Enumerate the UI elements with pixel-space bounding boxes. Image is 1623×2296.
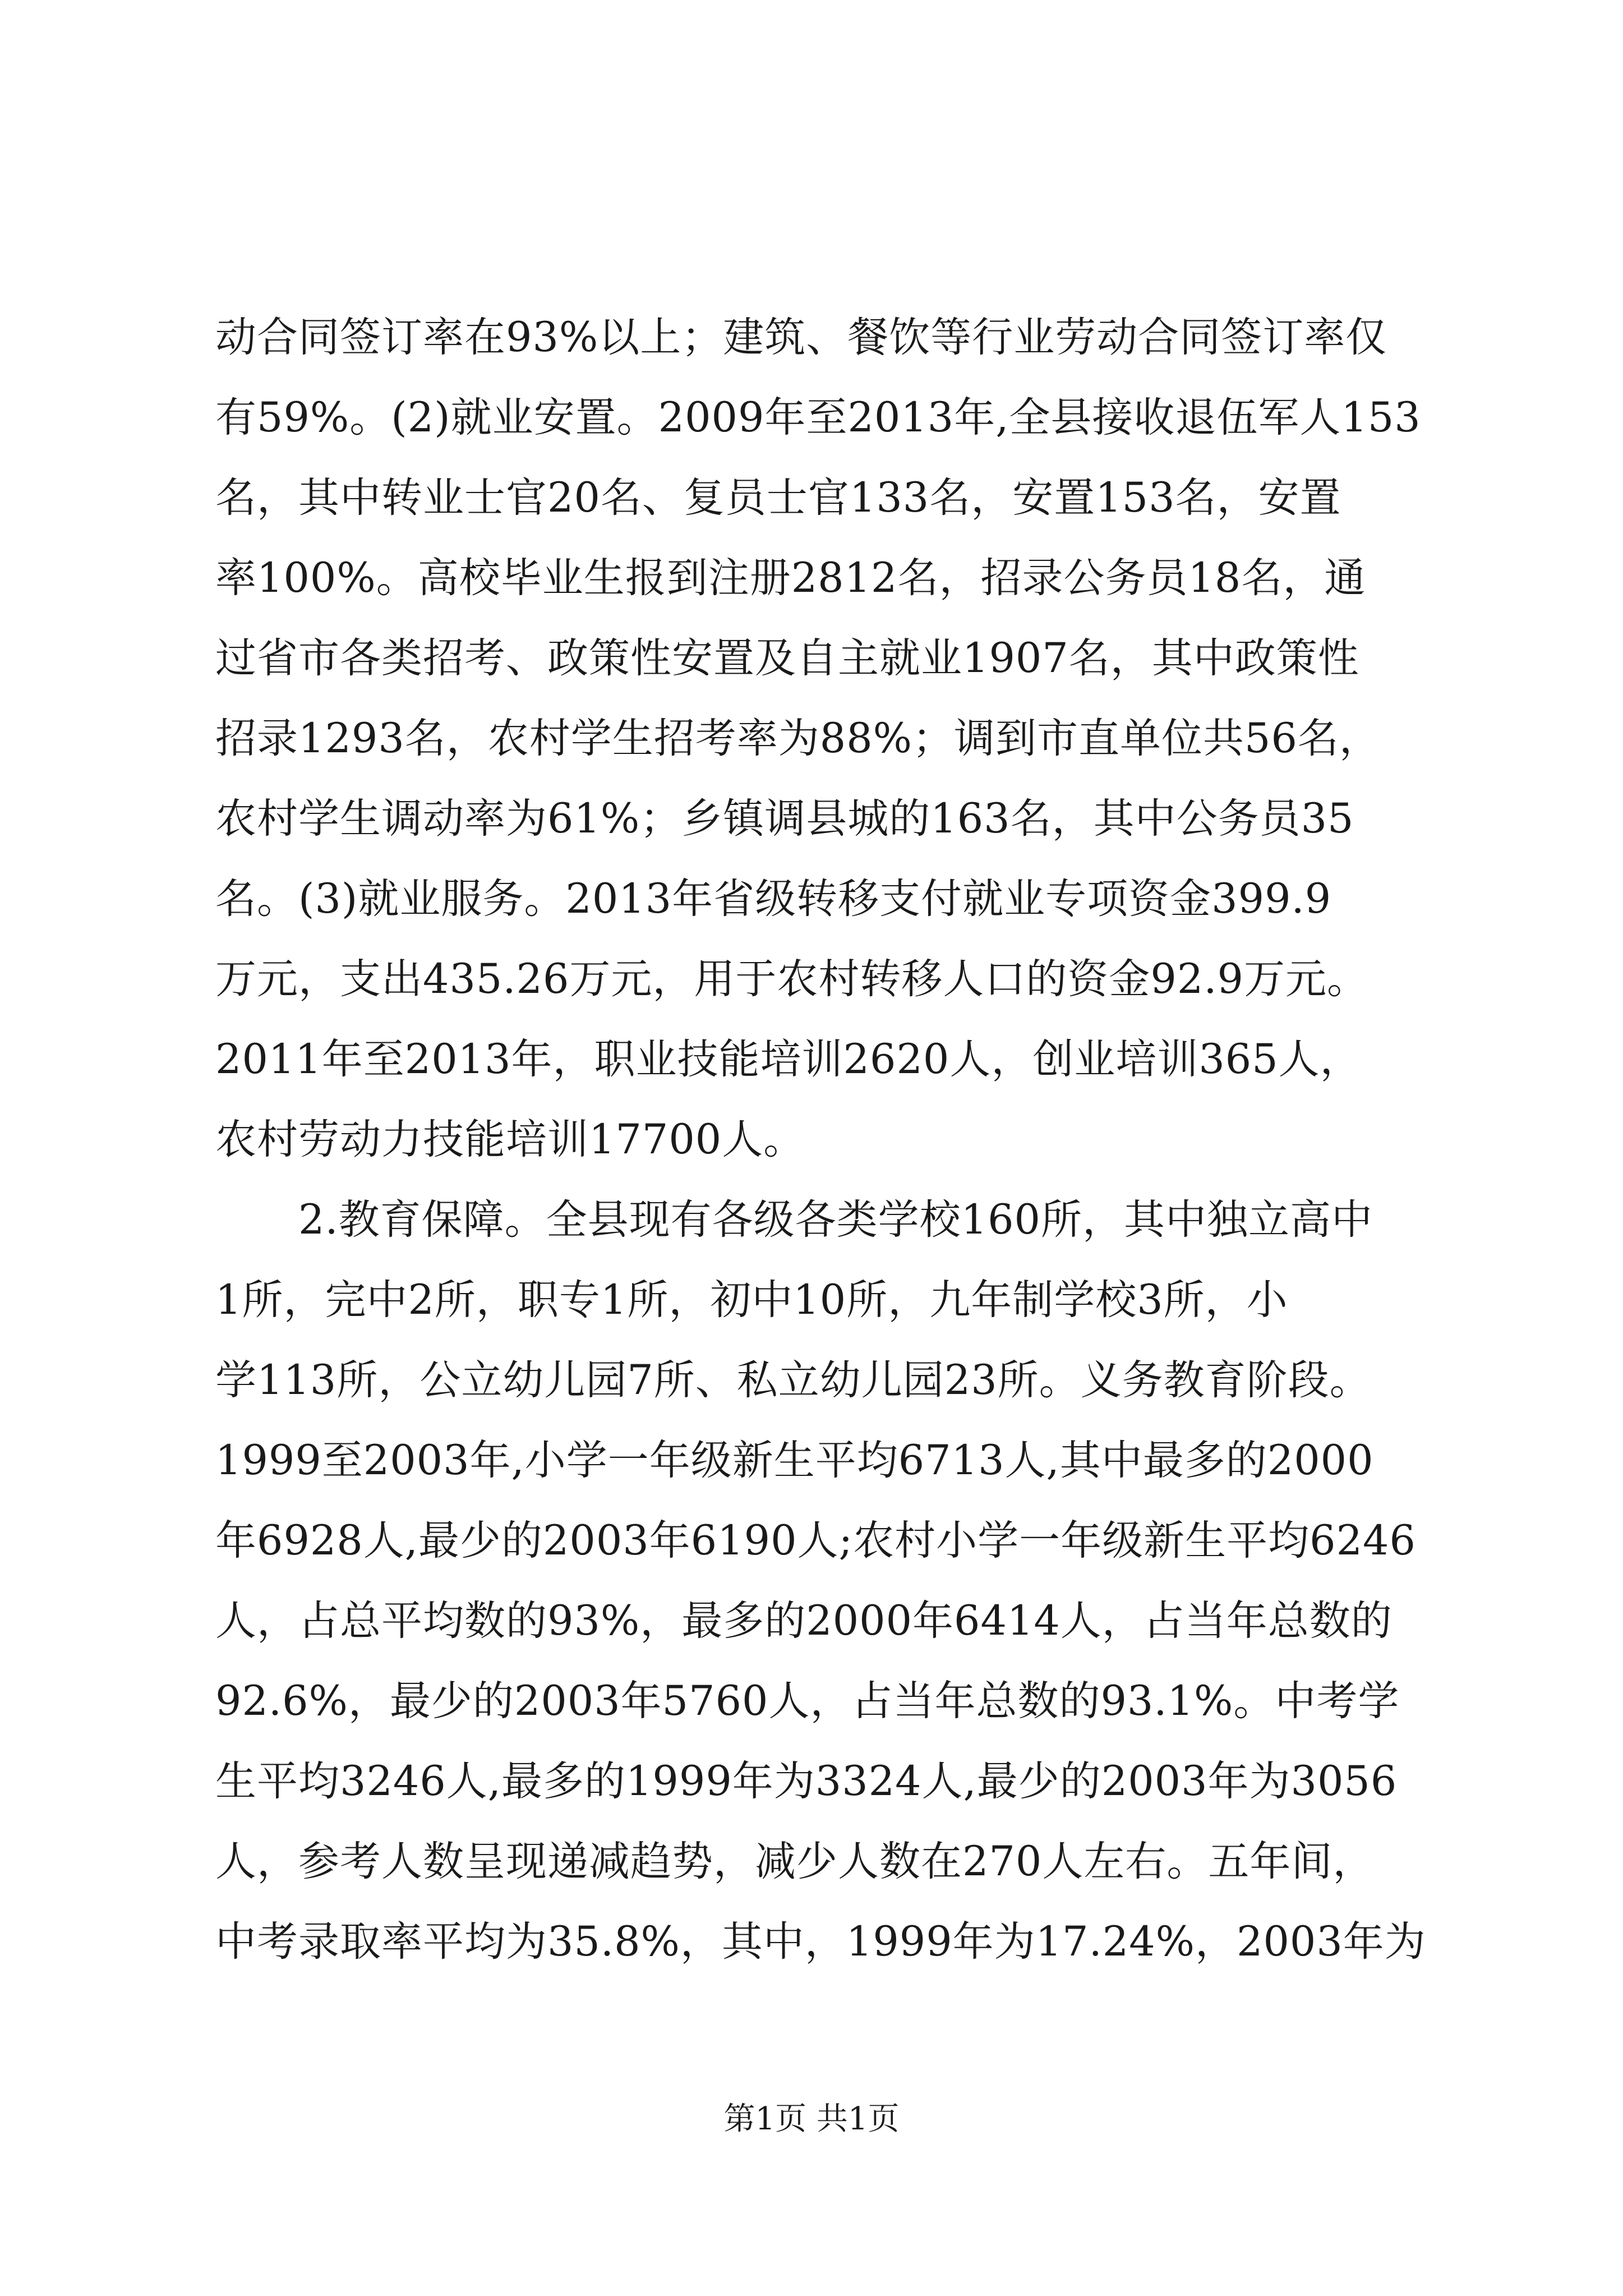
text-line: 2011年至2013年，职业技能培训2620人，创业培训365人， bbox=[215, 1036, 1362, 1083]
text-line: 人，占总平均数的93%，最多的2000年6414人，占当年总数的 bbox=[215, 1597, 1393, 1645]
paragraph-start-line: 2.教育保障。全县现有各级各类学校160所，其中独立高中 bbox=[298, 1196, 1373, 1244]
text-line: 1所，完中2所，职专1所，初中10所，九年制学校3所，小 bbox=[215, 1276, 1288, 1324]
page-footer bbox=[0, 2097, 1623, 2142]
text-line: 92.6%，最少的2003年5760人，占当年总数的93.1%。中考学 bbox=[215, 1677, 1400, 1725]
text-line: 农村学生调动率为61%；乡镇调县城的163名，其中公务员35 bbox=[215, 795, 1354, 843]
text-line: 有59%。(2)就业安置。2009年至2013年,全县接收退伍军人153 bbox=[215, 394, 1421, 441]
text-line: 学113所，公立幼儿园7所、私立幼儿园23所。义务教育阶段。 bbox=[215, 1356, 1371, 1404]
text-line: 生平均3246人,最多的1999年为3324人,最少的2003年为3056 bbox=[215, 1757, 1398, 1805]
text-line: 名。(3)就业服务。2013年省级转移支付就业专项资金399.9 bbox=[215, 875, 1332, 923]
text-line: 农村劳动力技能培训17700人。 bbox=[215, 1116, 805, 1163]
text-line: 名，其中转业士官20名、复员士官133名，安置153名，安置 bbox=[215, 474, 1341, 522]
text-line: 率100%。高校毕业生报到注册2812名，招录公务员18名，通 bbox=[215, 554, 1366, 602]
body-text bbox=[215, 297, 1426, 1982]
text-line: 年6928人,最少的2003年6190人;农村小学一年级新生平均6246 bbox=[215, 1517, 1416, 1565]
text-line: 过省市各类招考、政策性安置及自主就业1907名，其中政策性 bbox=[215, 634, 1359, 682]
text-line: 万元，支出435.26万元，用于农村转移人口的资金92.9万元。 bbox=[215, 955, 1368, 1003]
text-line: 招录1293名，农村学生招考率为88%；调到市直单位共56名， bbox=[215, 715, 1381, 762]
page-number-label: 第1页 共1页 bbox=[723, 2101, 900, 2137]
text-line: 1999至2003年,小学一年级新生平均6713人,其中最多的2000 bbox=[215, 1437, 1374, 1484]
text-line: 人，参考人数呈现递减趋势，减少人数在270人左右。五年间， bbox=[215, 1838, 1375, 1885]
text-line: 中考录取率平均为35.8%，其中，1999年为17.24%，2003年为 bbox=[215, 1918, 1426, 1966]
text-line: 动合同签订率在93%以上；建筑、餐饮等行业劳动合同签订率仅 bbox=[215, 314, 1387, 361]
